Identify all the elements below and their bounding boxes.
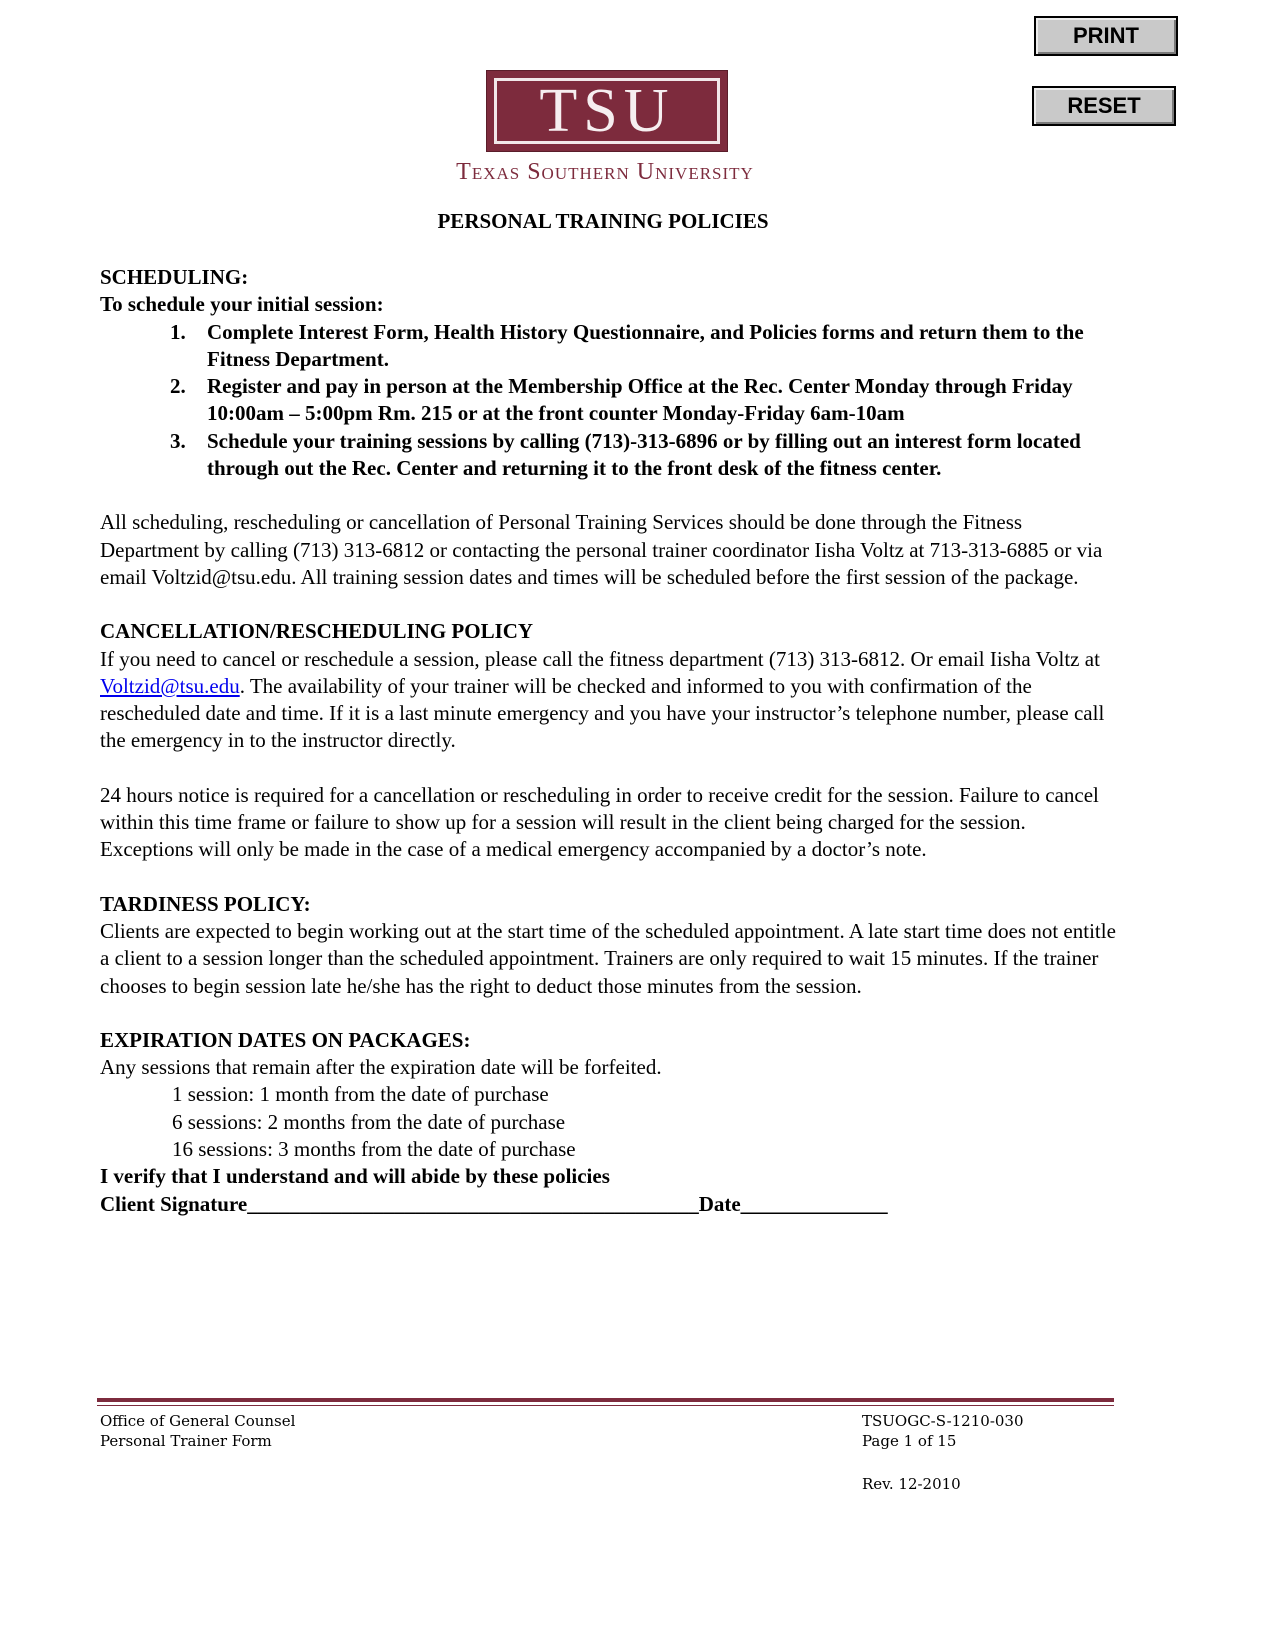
tardiness-heading: TARDINESS POLICY:	[100, 891, 311, 916]
tsu-logo	[486, 70, 728, 152]
footer-page-number: Page 1 of 15	[862, 1432, 957, 1450]
print-button[interactable]: PRINT	[1034, 16, 1178, 56]
footer-right	[862, 1411, 1024, 1451]
footer-form-code: TSUOGC-S-1210-030	[862, 1412, 1024, 1430]
footer-left	[100, 1411, 295, 1451]
step-text: Schedule your training sessions by calling (713)-313-6896 or by filling out an interest form located through out the Rec. Center and returning it to the front desk of the fitness center.	[207, 428, 1081, 481]
university-name: Texas Southern University	[456, 159, 754, 185]
footer-form-name: Personal Trainer Form	[100, 1432, 272, 1450]
step-text: Complete Interest Form, Health History Questionnaire, and Policies forms and return them to the Fitness Department.	[207, 319, 1084, 371]
step-number: 1.	[170, 319, 186, 344]
notice-paragraph: 24 hours notice is required for a cancellation or rescheduling in order to receive credit for the session. Failure to cancel within this time frame or failure to show up for a session will result in the client being charged for the session. Exceptions will only be made in the case of a medical emergency accompanied by a doctor’s note.	[100, 782, 1099, 862]
step-number: 3.	[170, 428, 186, 453]
signature-line[interactable]: Client Signature___________________________________________Date______________	[100, 1191, 888, 1216]
tardiness-paragraph: Clients are expected to begin working out at the start time of the scheduled appointment. A late start time does not entitle a client to a session longer than the scheduled appointment. Trainers are only required to wait 15 minutes. If the trainer chooses to begin session late he/she has the right to deduct those minutes from the session.	[100, 918, 1116, 998]
tsu-logo-mark: TSU	[494, 78, 720, 144]
footer-divider-thin	[97, 1405, 1114, 1406]
step-number: 2.	[170, 374, 186, 399]
verify-statement: I verify that I understand and will abide by these policies	[100, 1164, 610, 1189]
footer-divider	[97, 1398, 1114, 1402]
scheduling-subheading: To schedule your initial session:	[100, 292, 384, 317]
scheduling-steps	[100, 319, 1120, 483]
cancellation-text-start: If you need to cancel or reschedule a session, please call the fitness department (713) 313-6812. Or email Iisha Voltz at	[100, 646, 1100, 671]
expiration-intro: Any sessions that remain after the expiration date will be forfeited.	[100, 1055, 662, 1080]
expiration-item: 6 sessions: 2 months from the date of purchase	[172, 1109, 566, 1134]
footer-revision: Rev. 12-2010	[862, 1475, 961, 1493]
email-link[interactable]: Voltzid@tsu.edu	[100, 673, 240, 698]
footer-office: Office of General Counsel	[100, 1412, 296, 1430]
scheduling-step	[100, 428, 1120, 483]
scheduling-heading: SCHEDULING:	[100, 265, 249, 289]
cancellation-text-end: . The availability of your trainer will be checked and informed to you with confirmation of the rescheduled date and time. If it is a last minute emergency and you have your instructor’s telephone number, please call the emergency in to the instructor directly.	[100, 673, 1105, 753]
scheduling-step	[100, 319, 1120, 374]
page-title: PERSONAL TRAINING POLICIES	[437, 209, 769, 233]
scheduling-paragraph: All scheduling, rescheduling or cancellation of Personal Training Services should be done through the Fitness Department by calling (713) 313-6812 or contacting the personal trainer coordinator Iisha Voltz at 713-313-6885 or via email Voltzid@tsu.edu. All training session dates and times will be scheduled before the first session of the package.	[100, 510, 1103, 589]
expiration-heading: EXPIRATION DATES ON PACKAGES:	[100, 1027, 471, 1052]
scheduling-step	[100, 373, 1120, 428]
expiration-item: 16 sessions: 3 months from the date of purchase	[172, 1137, 576, 1162]
expiration-item: 1 session: 1 month from the date of purchase	[172, 1082, 549, 1107]
cancellation-paragraph	[100, 646, 1120, 755]
policy-body	[100, 264, 1120, 1218]
reset-button[interactable]: RESET	[1032, 86, 1176, 126]
step-text: Register and pay in person at the Membership Office at the Rec. Center Monday through Friday 10:00am – 5:00pm Rm. 215 or at the front counter Monday-Friday 6am-10am	[207, 374, 1073, 426]
cancellation-heading: CANCELLATION/RESCHEDULING POLICY	[100, 619, 534, 644]
